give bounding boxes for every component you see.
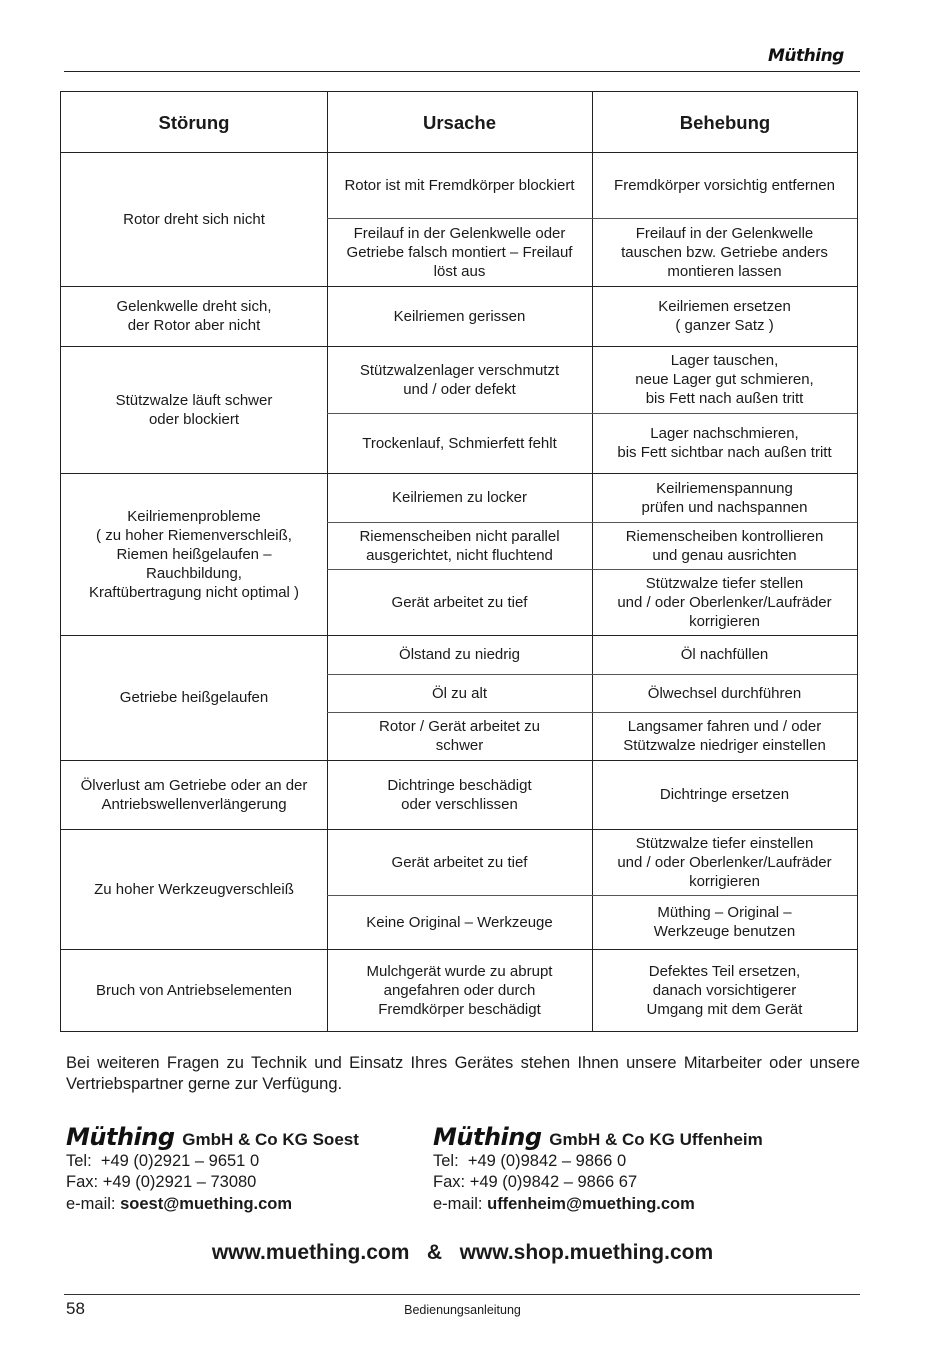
sub-row-divider [327,413,857,414]
ursache-cell: Freilauf in der Gelenkwelle oder Getriebe falsch montiert – Freilauf löst aus [346,224,573,280]
behebung-cell: Langsamer fahren und / oder Stützwalze niedriger einstellen [623,718,826,754]
stoerung-cell: Gelenkwelle dreht sich, der Rotor aber nicht [116,298,272,334]
header-ursache: Ursache [422,111,496,133]
ursache-cell: Gerät arbeitet zu tief [391,853,528,871]
email-link[interactable]: soest@muething.com [120,1194,293,1213]
behebung-cell: Stützwalze tiefer stellen und / oder Oberlenker/Laufräder korrigieren [617,574,832,630]
behebung-cell: Freilauf in der Gelenkwelle tauschen bzw. Getriebe anders montieren lassen [621,224,828,280]
stoerung-cell: Zu hoher Werkzeugverschleiß [94,880,294,898]
behebung-cell: Öl nachfüllen [680,646,769,663]
sub-row-divider [327,895,857,896]
behebung-cell: Müthing – Original – Werkzeuge benutzen [653,904,796,940]
address-soest [66,1123,359,1215]
ursache-cell: Keilriemen zu locker [391,489,528,506]
footer-rule [64,1294,860,1295]
behebung-cell: Keilriemenspannung prüfen und nachspannen [641,479,808,516]
behebung-cell: Stützwalze tiefer einstellen und / oder Oberlenker/Laufräder korrigieren [617,834,832,890]
company-logo: Müthing [433,1123,542,1151]
tel-line: Tel: +49 (0)9842 – 9866 0 [433,1151,627,1170]
sub-row-divider [327,674,857,675]
sub-row-divider [327,522,857,523]
ursache-cell: Riemenscheiben nicht parallel ausgerichtet, nicht fluchtend [359,527,560,564]
ursache-cell: Dichtringe beschädigt oder verschlissen [387,776,532,813]
header-behebung: Behebung [679,111,771,133]
fax-line: Fax: +49 (0)2921 – 73080 [66,1173,257,1191]
ursache-cell: Ölstand zu niedrig [399,646,520,663]
stoerung-cell: Ölverlust am Getriebe oder an der Antriebswellenverlängerung [80,776,308,813]
company-line: Müthing GmbH & Co KG Soest [66,1123,359,1151]
ursache-cell: Keilriemen gerissen [393,307,526,325]
ursache-cell: Keine Original – Werkzeuge [366,913,553,931]
stoerung-cell: Bruch von Antriebselementen [96,982,292,999]
tel-line: Tel: +49 (0)2921 – 9651 0 [66,1151,260,1170]
fax-line: Fax: +49 (0)9842 – 9866 67 [433,1173,638,1191]
ursache-cell: Mulchgerät wurde zu abrupt angefahren oder durch Fremdkörper beschädigt [366,963,553,1018]
behebung-cell: Ölwechsel durchführen [647,684,802,702]
header-logo: Müthing [768,46,844,66]
website-line [0,1241,925,1265]
behebung-cell: Defektes Teil ersetzen, danach vorsichtigerer Umgang mit dem Gerät [646,963,803,1018]
shop-link[interactable]: www.shop.muething.com [459,1241,714,1264]
header-stoerung: Störung [158,111,230,133]
behebung-cell: Fremdkörper vorsichtig entfernen [614,176,835,194]
ursache-cell: Rotor / Gerät arbeitet zu schwer [379,718,540,754]
contact-paragraph: Bei weiteren Fragen zu Technik und Einsatz Ihres Gerätes stehen Ihnen unsere Mitarbeiter oder unsere Vertriebspartner gerne zur Verfügung. [66,1054,860,1093]
header-rule [64,71,860,72]
ursache-cell: Stützwalzenlager verschmutzt und / oder defekt [359,361,560,398]
page-number: 58 [66,1299,85,1318]
website-separator: & [426,1241,443,1264]
stoerung-cell: Getriebe heißgelaufen [119,689,269,706]
email-link[interactable]: uffenheim@muething.com [487,1194,695,1213]
behebung-cell: Riemenscheiben kontrollieren und genau ausrichten [625,527,824,564]
website-link[interactable]: www.muething.com [211,1241,410,1264]
company-logo: Müthing [66,1123,175,1151]
address-uffenheim [433,1123,763,1215]
stoerung-cell: Keilriemenprobleme ( zu hoher Riemenverschleiß, Riemen heißgelaufen – Rauchbildung, Kraftübertragung nicht optimal ) [88,507,300,601]
sub-row-divider [327,218,857,219]
footer-title: Bedienungsanleitung [404,1303,521,1317]
behebung-cell: Lager tauschen, neue Lager gut schmieren, bis Fett nach außen tritt [635,352,814,407]
stoerung-cell: Rotor dreht sich nicht [123,210,265,228]
ursache-cell: Öl zu alt [431,684,488,702]
email-line: e-mail: soest@muething.com [66,1194,293,1213]
ursache-cell: Trockenlauf, Schmierfett fehlt [362,434,557,452]
email-line: e-mail: uffenheim@muething.com [433,1194,695,1213]
troubleshooting-table [60,91,858,1032]
sub-row-divider [327,712,857,713]
behebung-cell: Dichtringe ersetzen [659,786,790,803]
ursache-cell: Gerät arbeitet zu tief [391,593,528,611]
stoerung-cell: Stützwalze läuft schwer oder blockiert [115,391,273,428]
sub-row-divider [327,569,857,570]
company-line: Müthing GmbH & Co KG Uffenheim [433,1123,763,1151]
behebung-cell: Lager nachschmieren, bis Fett sichtbar nach außen tritt [617,425,832,461]
ursache-cell: Rotor ist mit Fremdkörper blockiert [344,176,575,194]
behebung-cell: Keilriemen ersetzen ( ganzer Satz ) [658,298,791,334]
